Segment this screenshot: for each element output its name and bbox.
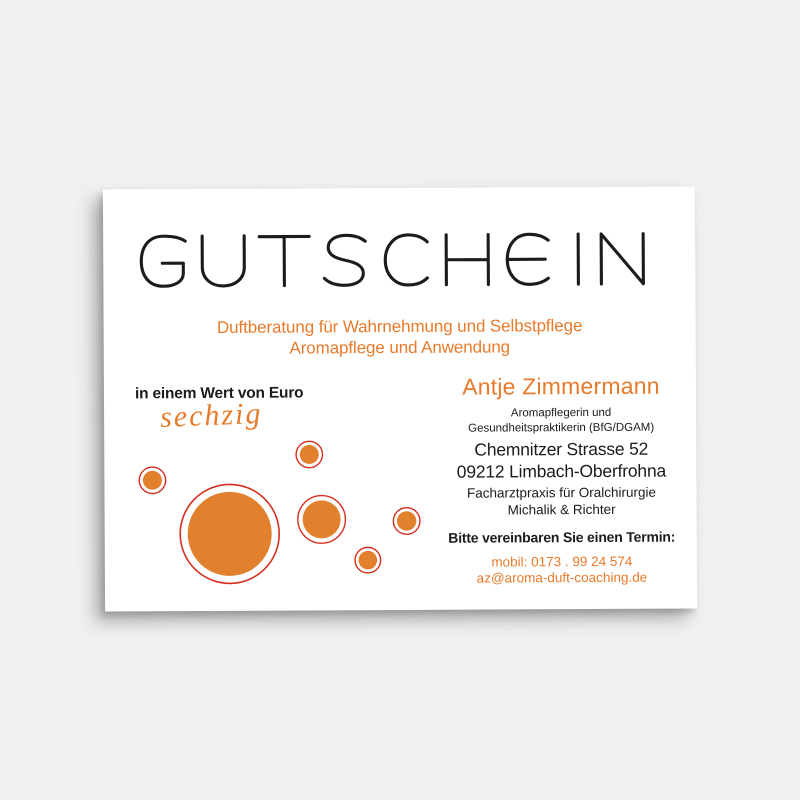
contact-address (416, 437, 706, 483)
contact-qualification (416, 405, 706, 436)
appointment-note: Bitte vereinbaren Sie einen Termin: (448, 528, 676, 546)
contact-column (415, 186, 707, 610)
decor-circle-fill-4 (397, 511, 417, 531)
value-label: in einem Wert von Euro (134, 384, 304, 403)
contact-practice (416, 484, 706, 519)
email-address: az@aroma-duft-coaching.de (476, 569, 648, 586)
gift-voucher-card (103, 186, 697, 611)
decor-circle-fill-1 (143, 471, 162, 490)
mobile-number: mobil: 0173 . 99 24 574 (491, 553, 633, 570)
subtitle-line-1: Duftberatung für Wahrnehmung und Selbstpflege (216, 316, 583, 337)
practice-line-1: Facharztpraxis für Oralchirurgie (466, 484, 657, 501)
decor-circle-fill-2 (187, 492, 271, 576)
decor-circle-fill-5 (358, 551, 377, 570)
value-amount-handwritten: sechzig (159, 396, 264, 435)
address-line-2: 09212 Limbach-Oberfrohna (456, 460, 667, 482)
qualification-line-2: Gesundheitspraktikerin (BfG/DGAM) (468, 421, 655, 435)
decor-circle-fill-3 (303, 500, 341, 538)
decor-circle-fill-0 (300, 445, 319, 464)
subtitle-line-2: Aromapflege und Anwendung (289, 337, 511, 358)
qualification-line-1: Aromapflegerin und (510, 406, 612, 420)
practice-line-2: Michalik & Richter (507, 501, 616, 517)
contact-name: Antje Zimmermann (462, 372, 660, 400)
address-line-1: Chemnitzer Strasse 52 (474, 438, 649, 460)
